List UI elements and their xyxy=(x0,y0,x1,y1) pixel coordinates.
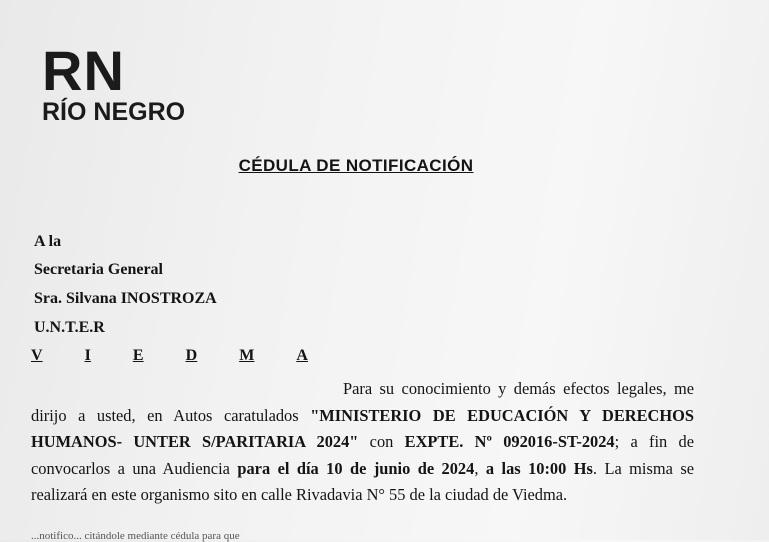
logo-mark: RN xyxy=(42,39,125,102)
hearing-time: a las 10:00 Hs xyxy=(485,458,593,478)
body-connector: con xyxy=(358,432,405,451)
city-letter: I xyxy=(84,347,91,364)
notification-body xyxy=(31,376,694,509)
case-number: EXPTE. Nº 092016-ST-2024 xyxy=(404,432,615,451)
body-comma: , xyxy=(474,458,486,478)
case-title: "MINISTERIO DE EDUCACIÓN Y DERECHOS HUMANOS- UNTER S/PARITARIA 2024" xyxy=(31,405,694,451)
recipient-line-2: Secretaria General xyxy=(34,261,163,278)
body-location: . La misma se realizará en este organismo sito en calle Rivadavia N° 55 de la ciudad de Viedma. xyxy=(31,458,694,504)
city-letter: D xyxy=(185,347,198,364)
city-letter: V xyxy=(31,347,43,364)
logo-name: RÍO NEGRO xyxy=(42,98,186,126)
cut-off-text-line: ...notifico... citándole mediante cédula para que xyxy=(31,530,240,542)
document-title-text: CÉDULA DE NOTIFICACIÓN xyxy=(238,156,474,175)
body-intro: Para su conocimiento y demás efectos legales, me dirijo a usted, en Autos caratulados xyxy=(31,379,694,425)
rio-negro-logo xyxy=(42,39,186,126)
city-letter: M xyxy=(239,347,255,364)
recipient-line-1: A la xyxy=(34,233,62,250)
hearing-date: para el día 10 de junio de 2024 xyxy=(237,458,475,478)
body-purpose: ; a fin de convocarlos a una Audiencia xyxy=(31,432,694,478)
city-letter: E xyxy=(132,347,144,364)
city-letter: A xyxy=(296,347,308,364)
recipient-line-4: U.N.T.E.R xyxy=(34,319,105,336)
document-title xyxy=(0,156,769,176)
recipient-line-3: Sra. Silvana INOSTROZA xyxy=(34,290,217,307)
recipient-city xyxy=(31,347,308,365)
